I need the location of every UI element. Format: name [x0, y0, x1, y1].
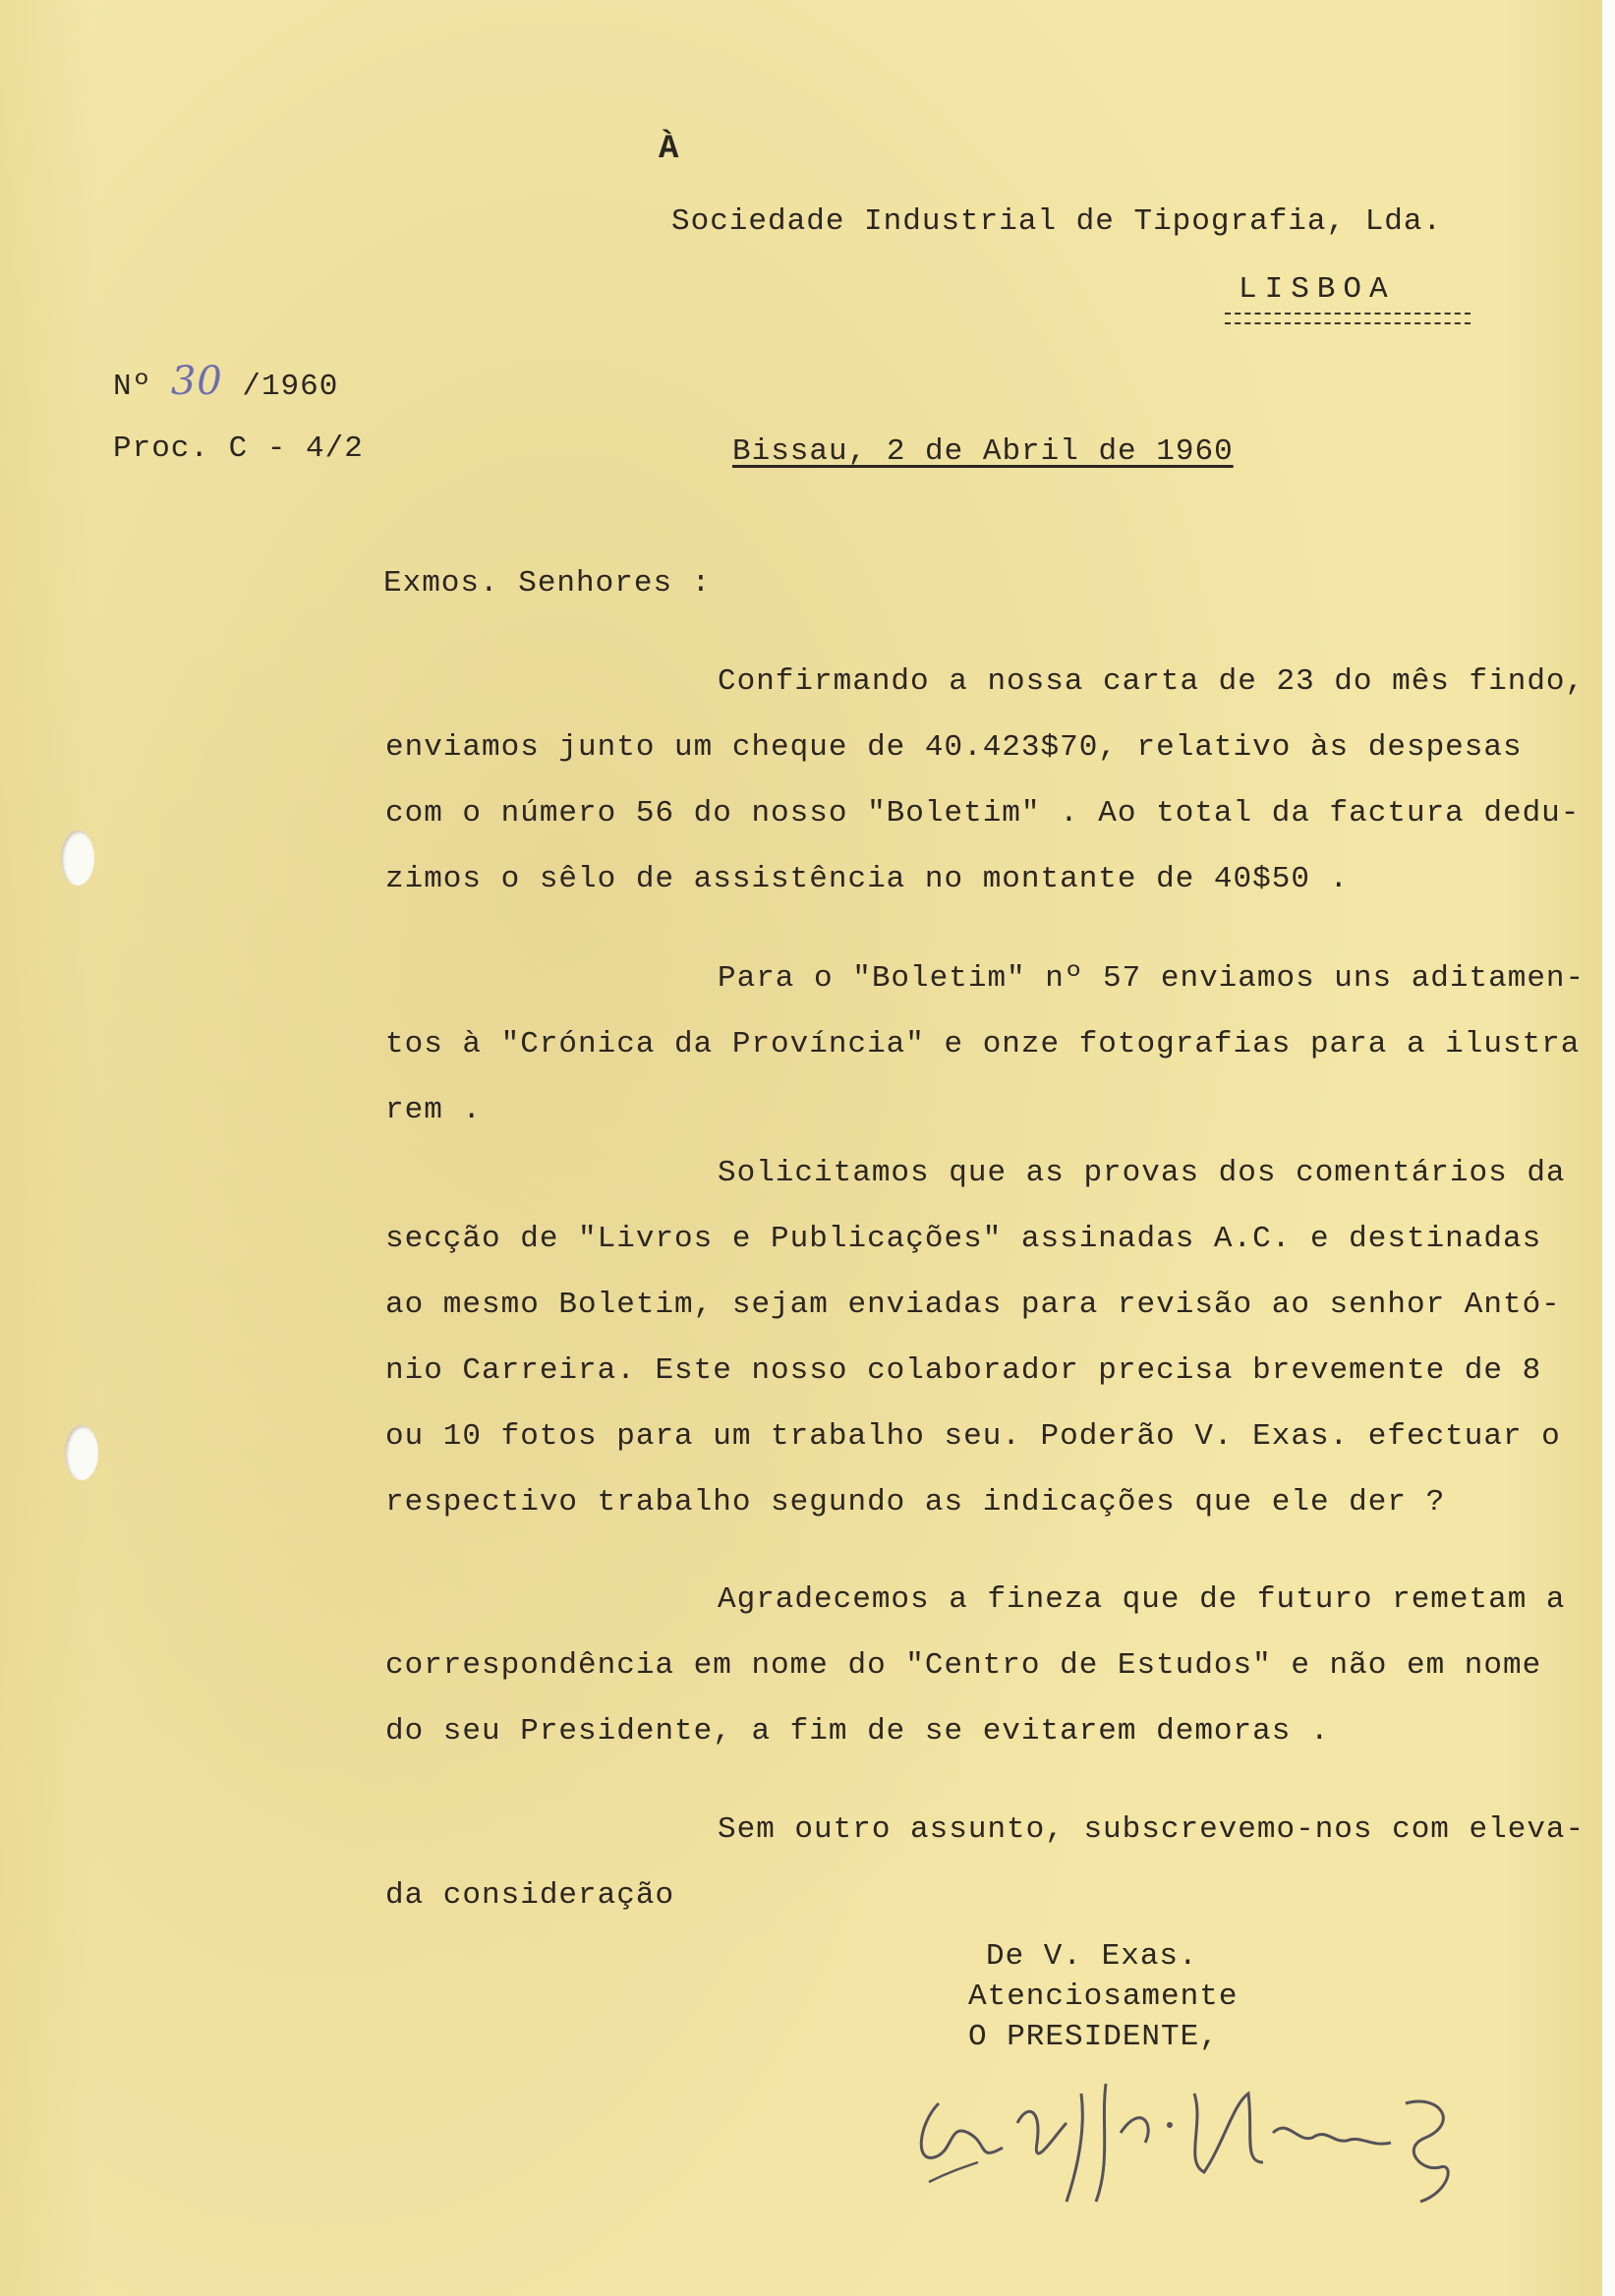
city-double-underline	[1225, 313, 1471, 324]
recipient-name: Sociedade Industrial de Tipografia, Lda.	[671, 204, 1443, 239]
letter-date: Bissau, 2 de Abril de 1960	[732, 434, 1234, 469]
paragraph-2	[385, 946, 1594, 1143]
text-line: tos à "Crónica da Província" e onze fotografias para a ilustra	[385, 1027, 1581, 1062]
text-line: Confirmando a nossa carta de 23 do mês findo,	[718, 664, 1586, 699]
handwritten-number: 30	[170, 359, 223, 404]
paragraph-1	[385, 649, 1594, 912]
text-line: com o número 56 do nosso "Boletim" . Ao total da factura dedu-	[385, 796, 1581, 831]
text-line: zimos o sêlo de assistência no montante de 40$50 .	[385, 862, 1350, 896]
closing-line: De V. Exas.	[986, 1939, 1198, 1974]
reference-number: Nº 30 /1960	[113, 359, 339, 404]
handwritten-signature	[909, 2064, 1499, 2211]
text-line: ao mesmo Boletim, sejam enviadas para revisão ao senhor Antó-	[385, 1288, 1561, 1322]
paragraph-4	[385, 1567, 1594, 1764]
punch-hole	[65, 1425, 98, 1480]
text-line: rem .	[385, 1093, 483, 1127]
text-line: Solicitamos que as provas dos comentários da	[718, 1156, 1566, 1190]
text-line: Agradecemos a fineza que de futuro remetam a	[718, 1582, 1566, 1617]
closing-title: O PRESIDENTE,	[968, 2020, 1219, 2054]
punch-hole	[61, 831, 94, 886]
closing-line: Atenciosamente	[968, 1980, 1239, 2014]
recipient-city: LISBOA	[1239, 272, 1396, 307]
text-line: secção de "Livros e Publicações" assinadas A.C. e destinadas	[385, 1222, 1542, 1256]
text-line: enviamos junto um cheque de 40.423$70, relativo às despesas	[385, 730, 1523, 765]
paragraph-5	[385, 1797, 1594, 1928]
salutation: Exmos. Senhores :	[383, 566, 712, 601]
text-line: Para o "Boletim" nº 57 enviamos uns aditamen-	[718, 961, 1586, 996]
text-line: da consideração	[385, 1878, 675, 1913]
page-mark: À	[659, 131, 680, 168]
text-line: correspondência em nome do "Centro de Estudos" e não em nome	[385, 1648, 1542, 1683]
closing-block	[968, 1936, 1238, 2057]
process-reference: Proc. C - 4/2	[113, 431, 364, 466]
paragraph-3	[385, 1140, 1594, 1535]
text-line: nio Carreira. Este nosso colaborador precisa brevemente de 8	[385, 1353, 1542, 1388]
text-line: do seu Presidente, a fim de se evitarem demoras .	[385, 1714, 1330, 1749]
text-line: respectivo trabalho segundo as indicações que ele der ?	[385, 1485, 1446, 1520]
text-line: ou 10 fotos para um trabalho seu. Poderão V. Exas. efectuar o	[385, 1419, 1561, 1454]
scan-edge	[1602, 0, 1615, 2296]
text-line: Sem outro assunto, subscrevemo-nos com eleva-	[718, 1812, 1586, 1847]
